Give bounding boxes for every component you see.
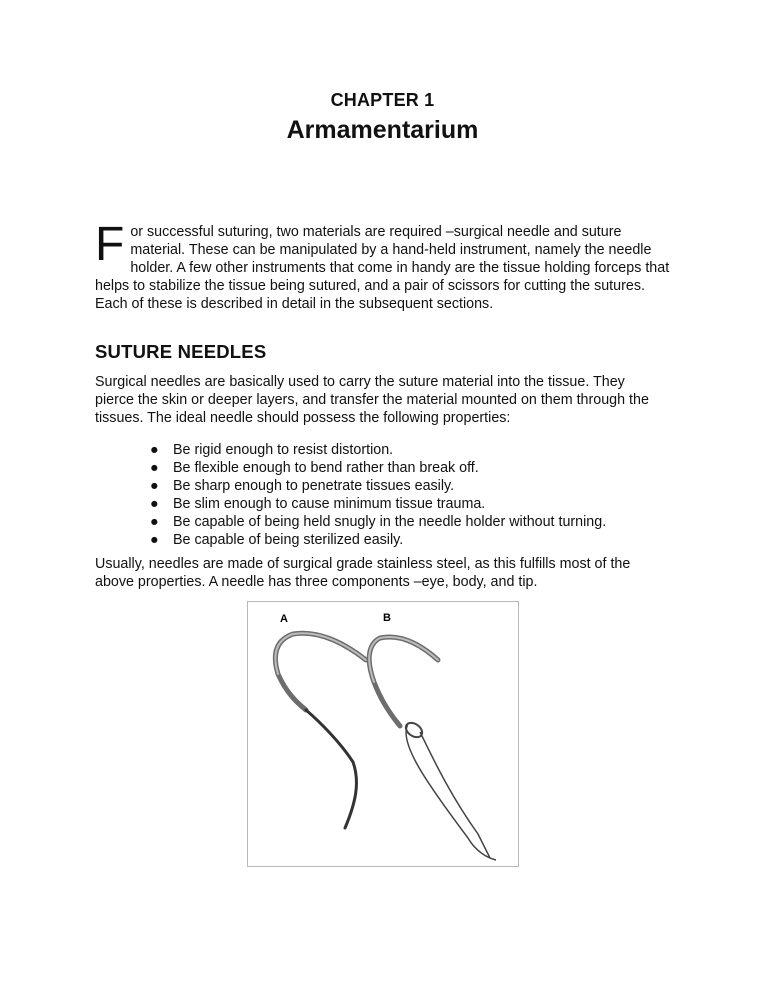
list-item-text: Be capable of being held snugly in the needle holder without turning.	[173, 514, 607, 530]
intro-text: or successful suturing, two materials are required –surgical needle and suture material. These can be manipulated by a hand-held instrument, namely the needle holder. A few other instruments that come in handy are the tissue holding forceps that helps to stabilize the tissue being sutured, and a pair of scissors for cutting the sutures. Each of these is described in detail in the subsequent sections.	[95, 224, 670, 312]
list-item-text: Be slim enough to cause minimum tissue trauma.	[173, 496, 486, 512]
list-item-text: Be capable of being sterilized easily.	[173, 532, 404, 548]
intro-paragraph	[95, 218, 670, 313]
bullet-icon: ●	[150, 478, 159, 494]
bullet-icon: ●	[150, 496, 159, 512]
list-item	[150, 531, 606, 549]
list-item	[150, 513, 606, 531]
swaged-needle-a	[275, 633, 366, 828]
chapter-title: Armamentarium	[286, 116, 479, 144]
chapter-label: CHAPTER 1	[330, 90, 435, 110]
section-heading-suture-needles: SUTURE NEEDLES	[95, 341, 267, 362]
list-item-text: Be flexible enough to bend rather than break off.	[173, 460, 479, 476]
figure-label-a: A	[280, 613, 288, 625]
list-item-text: Be sharp enough to penetrate tissues easily.	[173, 478, 455, 494]
suture-needles-paragraph: Surgical needles are basically used to carry the suture material into the tissue. They pierce the skin or deeper layers, and transfer the material mounted on them through the tissues. The ideal needle should possess the following properties:	[95, 374, 649, 426]
list-item-text: Be rigid enough to resist distortion.	[173, 442, 394, 458]
bullet-icon: ●	[150, 532, 159, 548]
eyed-needle-b	[369, 637, 496, 860]
bullet-icon: ●	[150, 442, 159, 458]
list-item	[150, 459, 606, 477]
needle-figure	[247, 601, 519, 867]
drop-cap: F	[95, 218, 125, 271]
needle-illustration	[248, 602, 518, 866]
needle-properties-list	[150, 441, 606, 549]
figure-label-b: B	[383, 612, 391, 624]
list-item	[150, 477, 606, 495]
needle-material-paragraph: Usually, needles are made of surgical grade stainless steel, as this fulfills most of the above properties. A needle has three components –eye, body, and tip.	[95, 556, 631, 590]
bullet-icon: ●	[150, 460, 159, 476]
bullet-icon: ●	[150, 514, 159, 530]
list-item	[150, 441, 606, 459]
list-item	[150, 495, 606, 513]
